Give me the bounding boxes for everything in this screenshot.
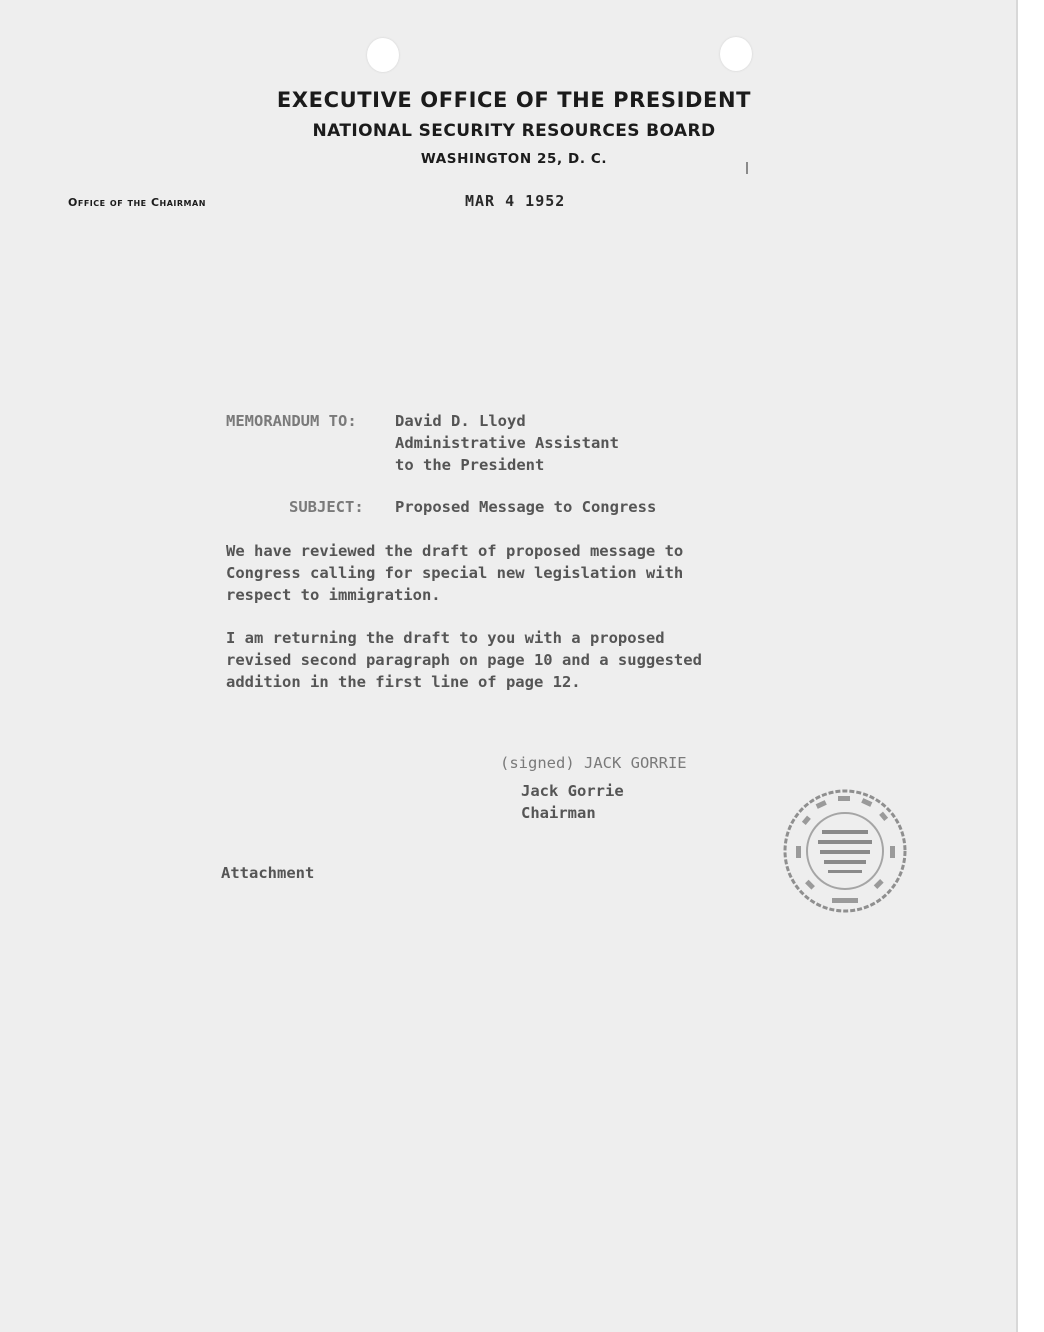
- memo-to-title-2: to the President: [395, 456, 545, 474]
- subject-label: SUBJECT:: [289, 498, 364, 516]
- signed-line: (signed) JACK GORRIE: [500, 754, 687, 772]
- page-edge: [1018, 0, 1044, 1332]
- date-stamp: MAR 4 1952: [465, 192, 566, 210]
- body-paragraph-1-line-3: respect to immigration.: [226, 586, 441, 604]
- memo-to-title-1: Administrative Assistant: [395, 434, 619, 452]
- page-edge-shadow: [1016, 0, 1018, 1332]
- punch-hole-right: [720, 37, 752, 71]
- body-paragraph-1-line-1: We have reviewed the draft of proposed message to: [226, 542, 684, 560]
- library-seal-stamp: [782, 788, 908, 914]
- body-paragraph-2-line-1: I am returning the draft to you with a proposed: [226, 629, 665, 647]
- attachment-note: Attachment: [221, 864, 315, 882]
- letterhead-subtitle: NATIONAL SECURITY RESOURCES BOARD: [312, 121, 716, 141]
- letterhead-address: WASHINGTON 25, D. C.: [420, 151, 608, 167]
- punch-hole-left: [367, 38, 399, 72]
- signer-name: Jack Gorrie: [521, 782, 624, 800]
- body-paragraph-1-line-2: Congress calling for special new legislation with: [226, 564, 684, 582]
- signer-title: Chairman: [521, 804, 596, 822]
- body-paragraph-2-line-3: addition in the first line of page 12.: [226, 673, 581, 691]
- office-of-chairman: Office of the Chairman: [68, 196, 206, 209]
- subject-text: Proposed Message to Congress: [395, 498, 657, 516]
- letterhead-title: EXECUTIVE OFFICE OF THE PRESIDENT: [276, 88, 752, 112]
- memo-to-label: MEMORANDUM TO:: [226, 412, 357, 430]
- memo-to-name: David D. Lloyd: [395, 412, 526, 430]
- body-paragraph-2-line-2: revised second paragraph on page 10 and a suggested: [226, 651, 702, 669]
- stray-mark: [746, 162, 748, 174]
